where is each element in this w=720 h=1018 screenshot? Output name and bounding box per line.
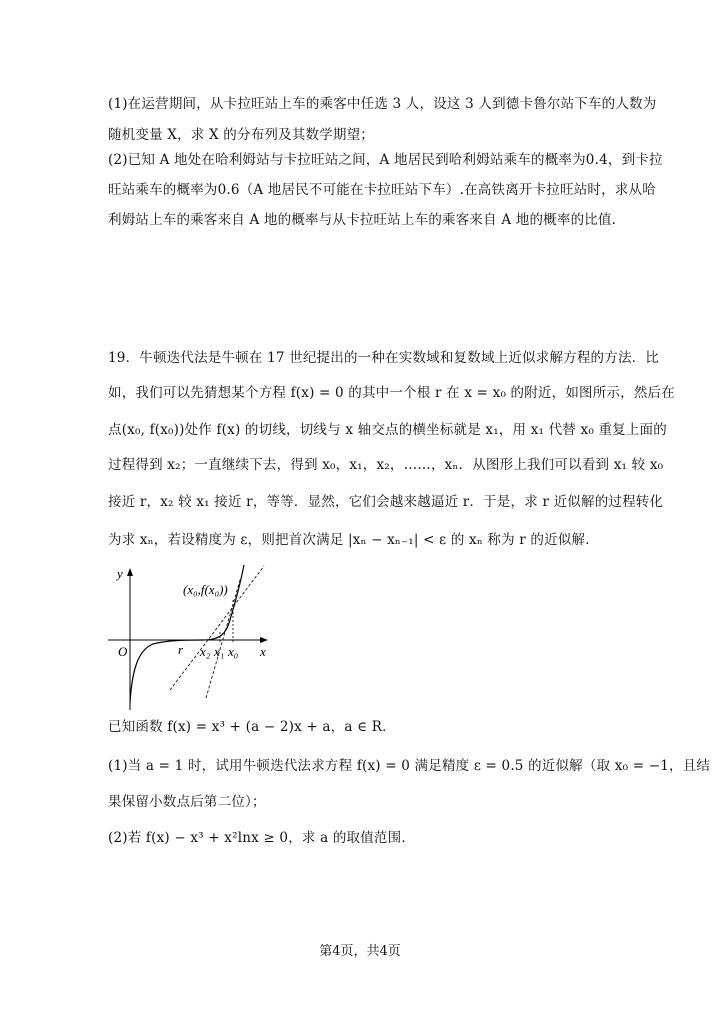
- q19-given-function: 已知函数 f(x) = x³ + (a − 2)x + a，a ∈ R．: [108, 719, 396, 735]
- x0-label: x₀: [228, 644, 239, 659]
- x-axis-arrow: [260, 637, 268, 643]
- q18-part1-line2: 随机变量 X，求 X 的分布列及其数学期望；: [108, 127, 374, 143]
- origin-label: O: [118, 644, 128, 659]
- q18-part2-line2: 旺站乘车的概率为0.6（A 地居民不可能在卡拉旺站下车）.在高铁离开卡拉旺站时，求从哈: [108, 182, 656, 198]
- q19-line2: 如，我们可以先猜想某个方程 f(x) = 0 的其中一个根 r 在 x = x₀ 的附近，如图所示，然后在: [108, 385, 675, 401]
- q19-line5: 接近 r，x₂ 较 x₁ 接近 r，等等．显然，它们会越来越逼近 r．于是，求 r 近似解的过程转化: [108, 494, 664, 510]
- q18-part2-line3: 利姆站上车的乘客来自 A 地的概率与从卡拉旺站上车的乘客来自 A 地的概率的比值.: [108, 212, 617, 228]
- r-label: r: [178, 642, 184, 657]
- y-axis-arrow: [127, 568, 133, 576]
- q18-part2-line1: (2)已知 A 地处在哈利姆站与卡拉旺站之间，A 地居民到哈利姆站乘车的概率为0.4，到卡拉: [108, 152, 663, 168]
- x2-label: x₂: [200, 644, 211, 659]
- q19-line4: 过程得到 x₂；一直继续下去，得到 x₀，x₁，x₂，……，xₙ．从图形上我们可以看到 x₁ 较 x₀: [108, 457, 664, 473]
- q19-line3: 点(x₀, f(x₀))处作 f(x) 的切线，切线与 x 轴交点的横坐标就是 x₁，用 x₁ 代替 x₀ 重复上面的: [108, 422, 667, 438]
- q19-line1: 19．牛顿迭代法是牛顿在 17 世纪提出的一种在实数域和复数域上近似求解方程的方法．比: [108, 350, 660, 366]
- q19-sub2: (2)若 f(x) − x³ + x²lnx ≥ 0，求 a 的取值范围．: [108, 830, 416, 846]
- q19-sub1-line1: (1)当 a = 1 时，试用牛顿迭代法求方程 f(x) = 0 满足精度 ε = 0.5 的近似解（取 x₀ = −1，且结: [108, 758, 711, 774]
- q19-sub1-line2: 果保留小数点后第二位）；: [108, 794, 266, 810]
- q18-part1-line1: (1)在运营期间，从卡拉旺站上车的乘客中任选 3 人，设这 3 人到德卡鲁尔站下车的人数为: [108, 96, 657, 112]
- q19-line6: 为求 xₙ，若设精度为 ε，则把首次满足 |xₙ − xₙ₋₁| < ε 的 xₙ 称为 r 的近似解．: [108, 532, 599, 548]
- newton-method-figure: [108, 560, 278, 710]
- x-axis-label: x: [260, 644, 266, 659]
- point-label: (x₀,f(x₀)): [183, 582, 228, 597]
- page-footer: 第4页，共4页: [319, 944, 401, 959]
- x1-label: x₁: [214, 644, 225, 659]
- y-axis-label: y: [117, 566, 123, 581]
